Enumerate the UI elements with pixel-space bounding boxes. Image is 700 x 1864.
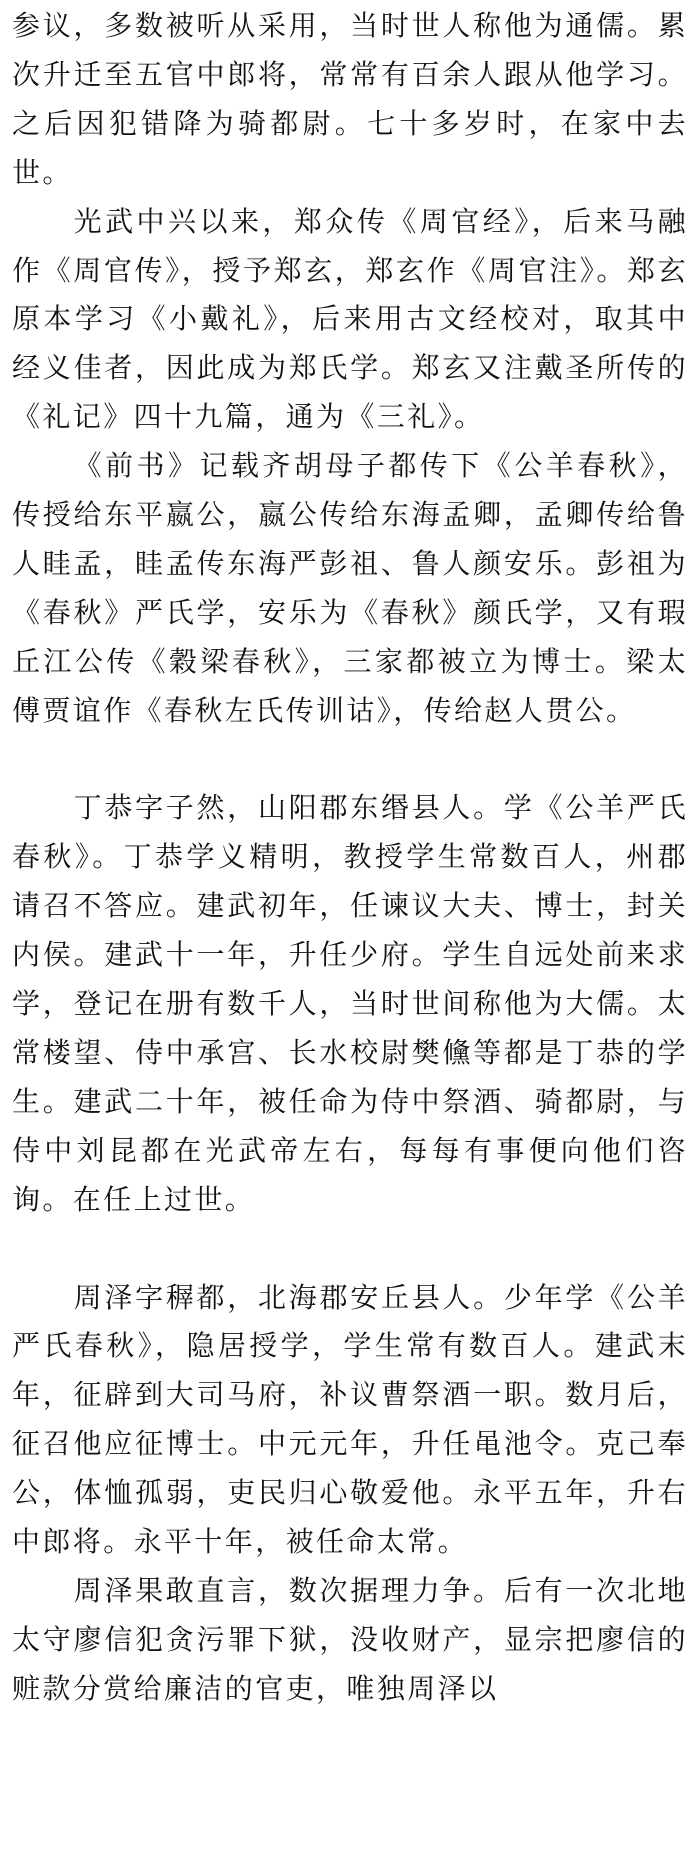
- paragraph-gongyang-transmission: 《前书》记载齐胡母子都传下《公羊春秋》，传授给东平嬴公，嬴公传给东海孟卿，孟卿传给鲁人眭孟，眭孟传东海严彭祖、鲁人颜安乐。彭祖为《春秋》严氏学，安乐为《春秋》颜氏学，又有瑕丘江公传《穀梁春秋》，三家都被立为博士。梁太傅贾谊作《春秋左氏传训诂》，传给赵人贯公。: [12, 449, 688, 727]
- paragraph-zhou-ze-frankness: 周泽果敢直言，数次据理力争。后有一次北地太守廖信犯贪污罪下狱，没收财产，显宗把廖信的赃款分赏给廉洁的官吏，唯独周泽以: [12, 1573, 688, 1705]
- paragraph-continuation: 参议，多数被听从采用，当时世人称他为通儒。累次升迁至五官中郎将，常常有百余人跟从他学习。之后因犯错降为骑都尉。七十多岁时，在家中去世。: [12, 9, 688, 189]
- paragraph-three-rites: 光武中兴以来，郑众传《周官经》，后来马融作《周官传》，授予郑玄，郑玄作《周官注》。郑玄原本学习《小戴礼》，后来用古文经校对，取其中经义佳者，因此成为郑氏学。郑玄又注戴圣所传的《礼记》四十九篇，通为《三礼》。: [12, 204, 688, 434]
- paragraph-zhou-ze-biography: 周泽字稺都，北海郡安丘县人。少年学《公羊严氏春秋》，隐居授学，学生常有数百人。建武末年，征辟到大司马府，补议曹祭酒一职。数月后，征召他应征博士。中元元年，升任黾池令。克己奉公，体恤孤弱，吏民归心敬爱他。永平五年，升右中郎将。永平十年，被任命太常。: [12, 1280, 688, 1559]
- section-gap: [12, 1225, 688, 1274]
- section-gap: [12, 736, 688, 785]
- paragraph-ding-gong: 丁恭字子然，山阳郡东缗县人。学《公羊严氏春秋》。丁恭学义精明，教授学生常数百人，州郡请召不答应。建武初年，任谏议大夫、博士，封关内侯。建武十一年，升任少府。学生自远处前来求学，登记在册有数千人，当时世间称他为大儒。太常楼望、侍中承宫、长水校尉樊儵等都是丁恭的学生。建武二十年，被任命为侍中祭酒、骑都尉，与侍中刘昆都在光武帝左右，每每有事便向他们咨询。在任上过世。: [12, 791, 688, 1216]
